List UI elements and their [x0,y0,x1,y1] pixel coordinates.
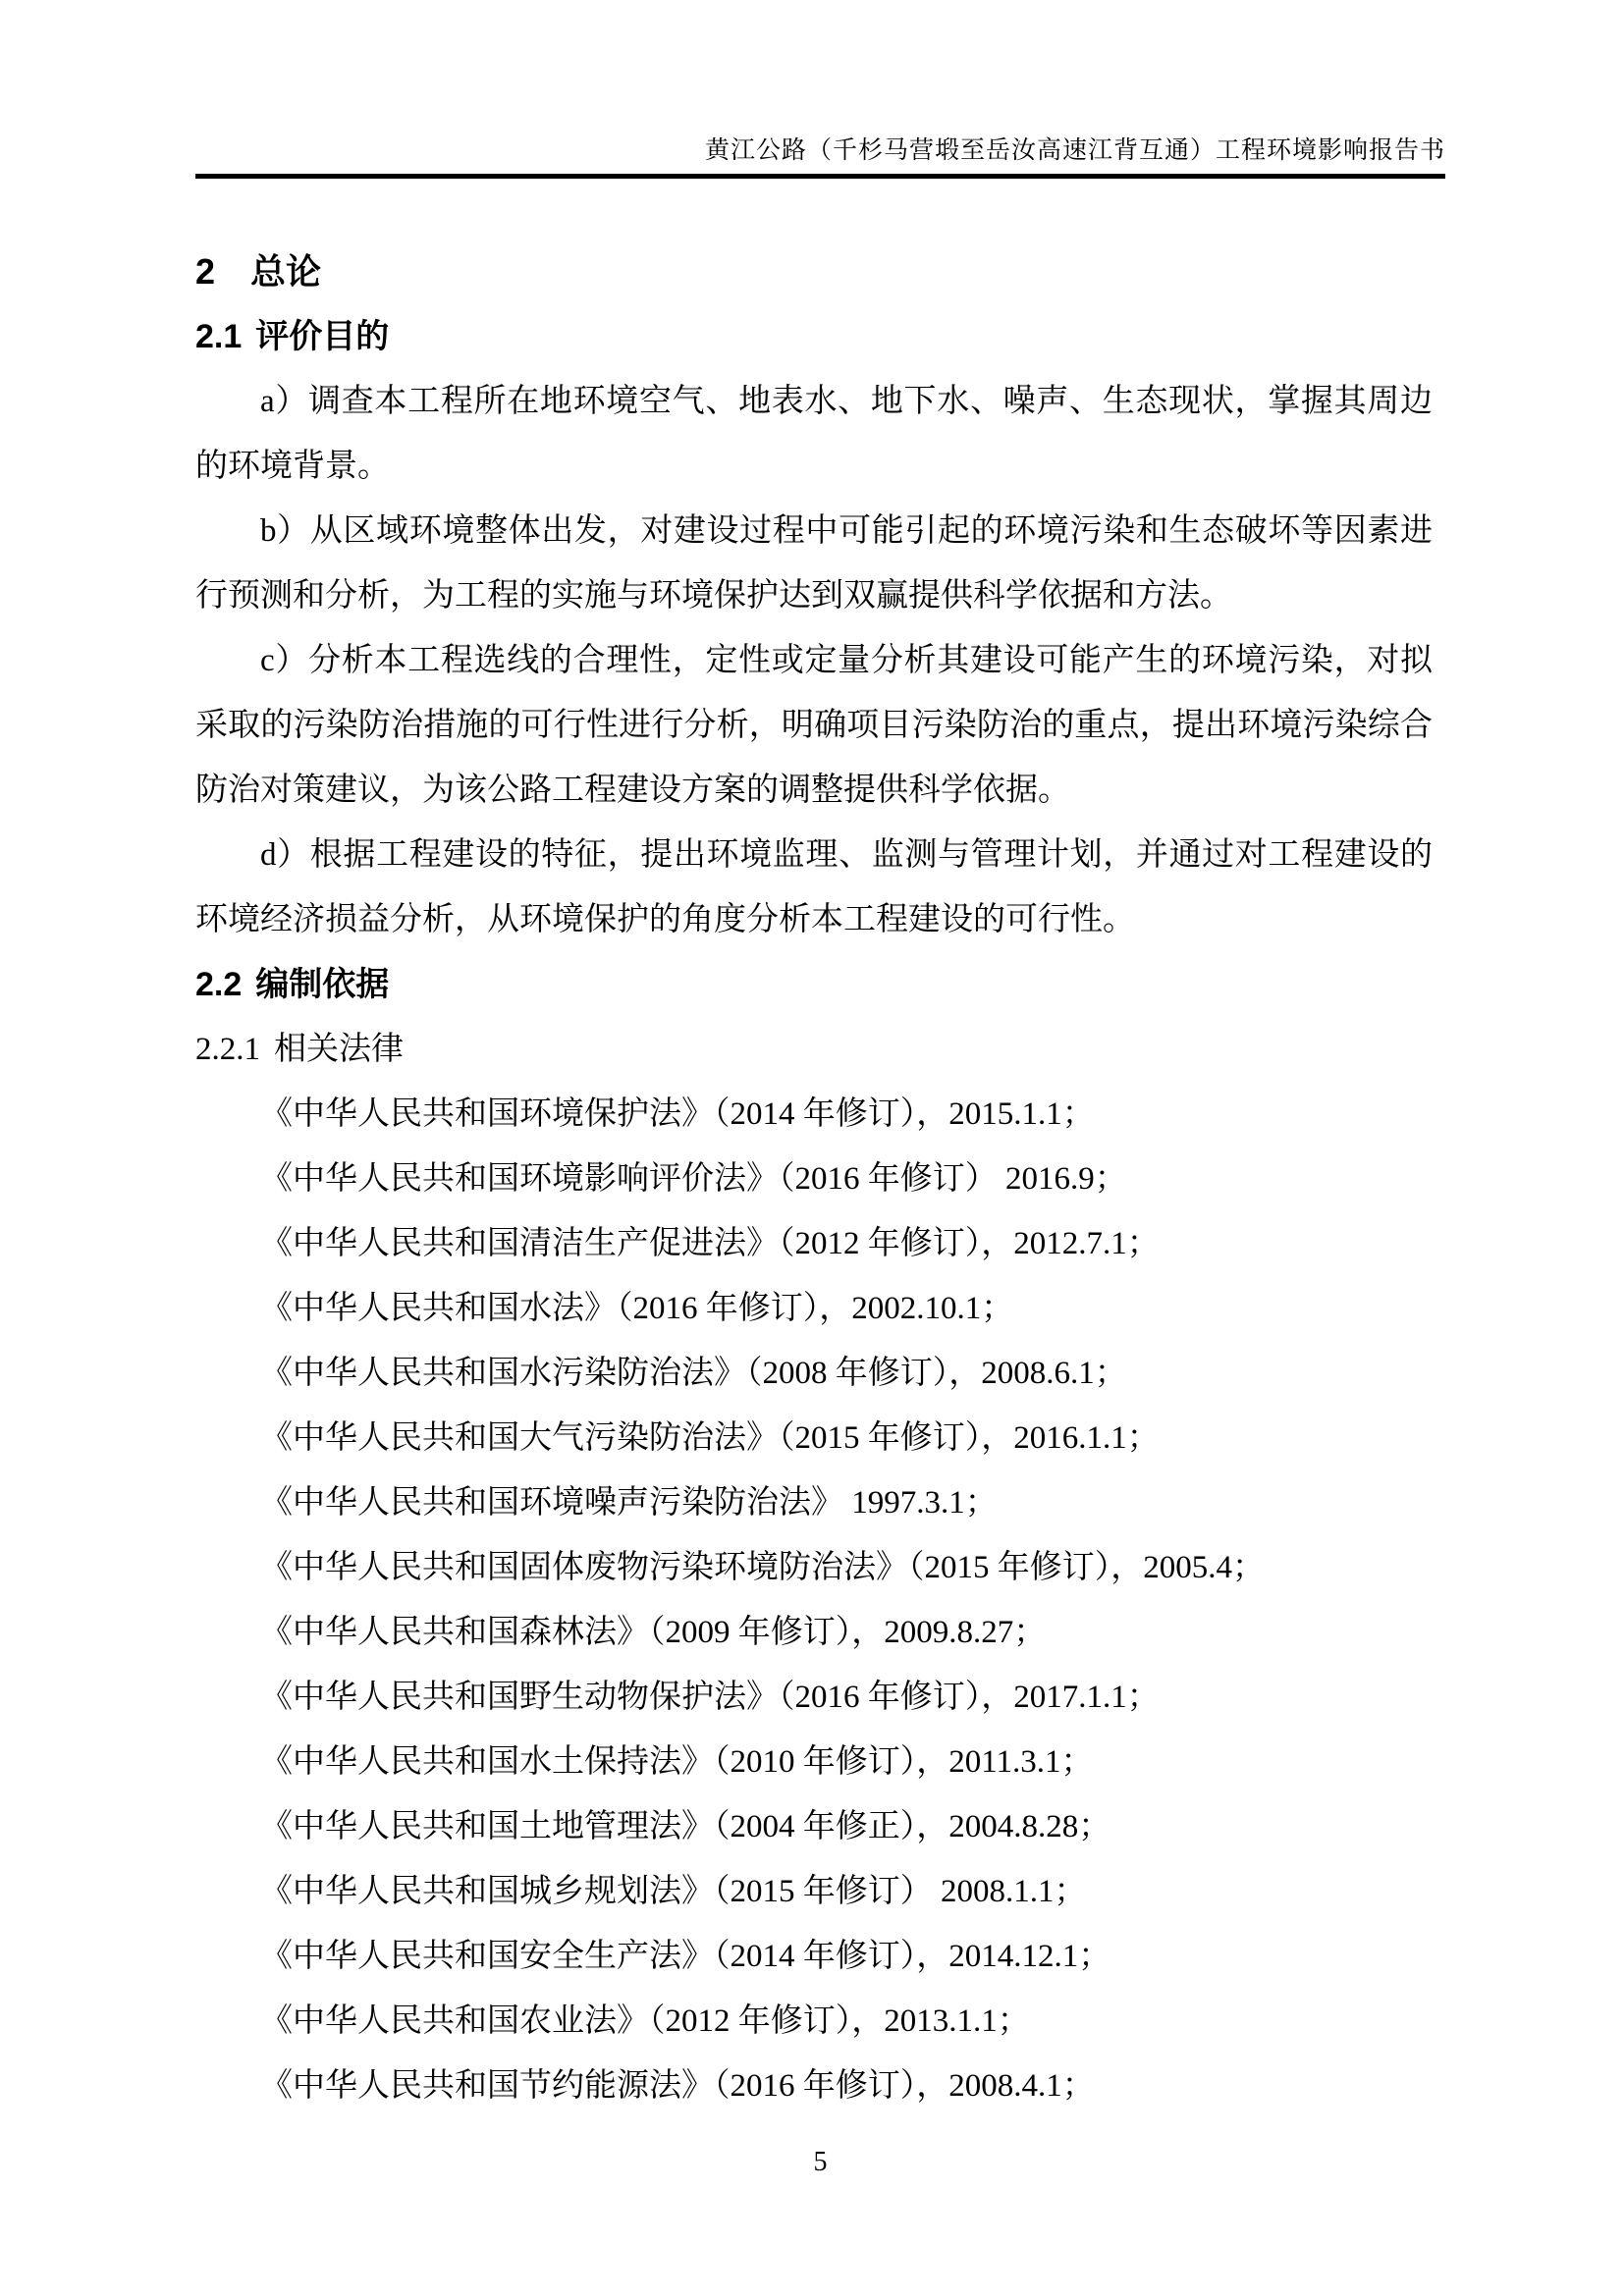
chapter-number: 2 [195,251,216,292]
law-item: 《中华人民共和国森林法》（2009 年修订），2009.8.27； [260,1615,1047,1650]
paragraph: b）从区域环境整体出发，对建设过程中可能引起的环境污染和生态破坏等因素进行预测和分析，为工程的实施与环境保护达到双赢提供科学依据和方法。 [195,513,1433,614]
law-item: 《中华人民共和国野生动物保护法》（2016 年修订），2017.1.1； [260,1680,1160,1715]
law-item: 《中华人民共和国节约能源法》（2016 年修订），2008.4.1； [260,2068,1095,2104]
law-item: 《中华人民共和国环境噪声污染防治法》 1997.3.1； [260,1485,998,1521]
law-item: 《中华人民共和国环境影响评价法》（2016 年修订） 2016.9； [260,1161,1127,1197]
law-item: 《中华人民共和国土地管理法》（2004 年修正），2004.8.28； [260,1809,1111,1844]
section-heading-2-2 [195,952,1433,1017]
chapter-heading [195,240,1433,304]
law-item: 《中华人民共和国清洁生产促进法》（2012 年修订），2012.7.1； [260,1226,1160,1261]
section-title: 编制依据 [255,966,390,1003]
law-item: 《中华人民共和国水土保持法》（2010 年修订），2011.3.1； [260,1744,1094,1780]
paragraph: a）调查本工程所在地环境空气、地表水、地下水、噪声、生态现状，掌握其周边的环境背景。 [195,384,1433,484]
page-number: 5 [813,2147,828,2177]
subsection-number: 2.2.1 [195,1032,260,1067]
header-rule [195,174,1445,179]
paragraph: c）分析本工程选线的合理性，定性或定量分析其建设可能产生的环境污染，对拟采取的污染防治措施的可行性进行分析，明确项目污染防治的重点，提出环境污染综合防治对策建议，为该公路工程建设方案的调整提供科学依据。 [195,643,1433,808]
law-item: 《中华人民共和国城乡规划法》（2015 年修订） 2008.1.1； [260,1874,1087,1909]
section-number: 2.2 [195,966,243,1003]
subsection-title: 相关法律 [274,1032,404,1067]
section-number: 2.1 [195,318,243,355]
section-title: 评价目的 [255,318,390,355]
section-heading-2-1 [195,304,1433,369]
law-item: 《中华人民共和国水污染防治法》（2008 年修订），2008.6.1； [260,1356,1127,1391]
law-item: 《中华人民共和国农业法》（2012 年修订），2013.1.1； [260,2003,1030,2039]
law-item: 《中华人民共和国水法》（2016 年修订），2002.10.1； [260,1291,1014,1326]
law-item: 《中华人民共和国固体废物污染环境防治法》（2015 年修订），2005.4； [260,1550,1265,1585]
law-item: 《中华人民共和国安全生产法》（2014 年修订），2014.12.1； [260,1939,1111,1974]
law-item: 《中华人民共和国大气污染防治法》（2015 年修订），2016.1.1； [260,1420,1160,1456]
subsection-heading-2-2-1 [195,1017,1433,1082]
page-header [195,135,1445,179]
document-body [195,240,1433,2118]
law-item: 《中华人民共和国环境保护法》（2014 年修订），2015.1.1； [260,1096,1095,1132]
paragraph: d）根据工程建设的特征，提出环境监理、监测与管理计划，并通过对工程建设的环境经济损益分析，从环境保护的角度分析本工程建设的可行性。 [195,837,1433,937]
running-header-title: 黄江公路（千杉马营塅至岳汝高速江背互通）工程环境影响报告书 [704,137,1445,164]
page-footer [195,2146,1445,2179]
chapter-title: 总论 [250,251,322,292]
